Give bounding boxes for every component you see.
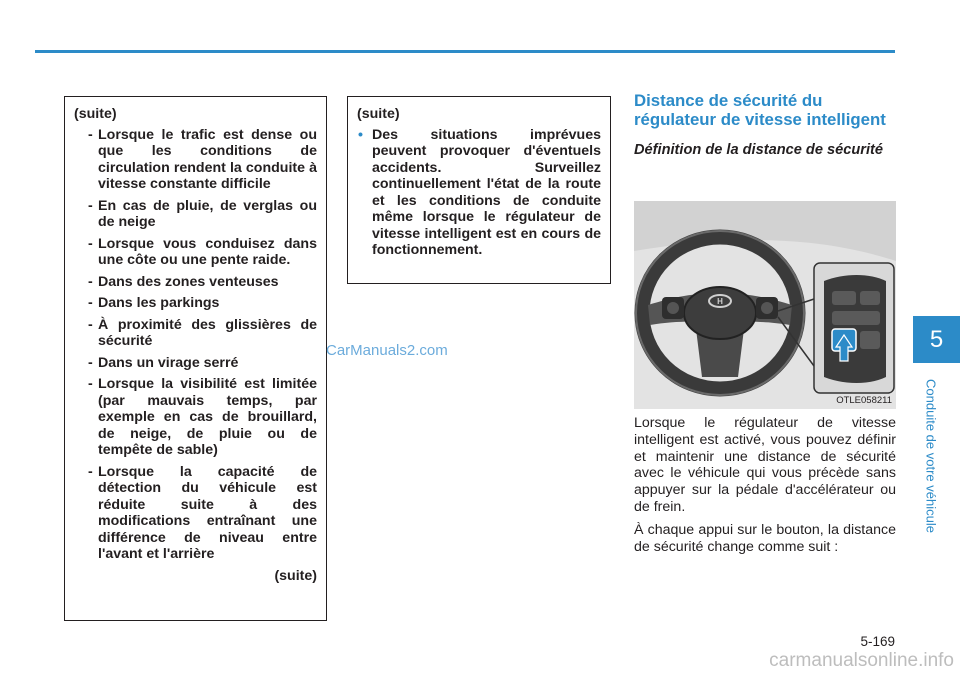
caution-list-item [74, 127, 317, 193]
dash-marker: - [88, 126, 93, 143]
watermark-overlay: CarManuals2.com [326, 342, 448, 359]
paragraph: Lorsque le régulateur de vitesse intelligent est activé, vous pouvez définir et maintenir une distance de sécurité avec le véhicule qui vous précède sans appuyer sur la pédale d'accélérateur ou de frein. [634, 415, 896, 515]
caution-list-item-text: Lorsque le trafic est dense ou que les conditions de circulation rendent la conduite à vitesse constante difficile [98, 126, 317, 192]
caution-box-continued [64, 96, 327, 621]
dash-marker: - [88, 235, 93, 252]
caution-list-item [74, 295, 317, 312]
page-number: 5-169 [860, 634, 895, 649]
steering-wheel-figure [634, 201, 896, 409]
chapter-side-label-text: Conduite de votre véhicule [923, 378, 939, 533]
paragraph: À chaque appui sur le bouton, la distance de sécurité change comme suit : [634, 521, 896, 555]
svg-text:H: H [717, 297, 723, 306]
caution-list-item-text: Lorsque la capacité de détection du véhicule est réduite suite à des modifications entraînant une différence de niveau entre l'avant et l'arrière [98, 463, 317, 562]
top-rule [35, 50, 895, 53]
caution-list-item-text: Dans les parkings [98, 295, 220, 311]
caution-list-item [74, 355, 317, 372]
box-header: (suite) [357, 106, 400, 122]
caution-list-item [74, 317, 317, 350]
warning-bullet-text: Des situations imprévues peuvent provoquer d'éventuels accidents. Surveillez continuellement l'état de la route et les conditions de conduite même lorsque le régulateur de vitesse intelligent est en cours de fonctionnement. [372, 126, 601, 258]
dash-marker: - [88, 273, 93, 290]
chapter-tab: 5 [913, 316, 960, 363]
caution-list-item [74, 464, 317, 563]
caution-list-item-text: Dans des zones venteuses [98, 273, 279, 290]
figure-caption: OTLE058211 [836, 395, 892, 406]
dash-marker: - [88, 354, 93, 371]
body-text [634, 415, 896, 561]
caution-list-item-text: Dans un virage serré [98, 354, 239, 371]
dash-marker: - [88, 295, 93, 311]
section-subtitle: Définition de la distance de sécurité [634, 142, 883, 158]
section-title: Distance de sécurité du régulateur de vitesse intelligent [634, 91, 886, 129]
watermark-footer: carmanualsonline.info [769, 650, 954, 671]
warning-box-continued [347, 96, 611, 284]
caution-list-item-text: Lorsque la visibilité est limitée (par mauvais temps, par exemple en cas de brouillard, de neige, de pluie ou de tempête de sable) [98, 376, 317, 458]
caution-list-item [74, 376, 317, 459]
chapter-side-label [921, 368, 941, 543]
section-heading [634, 92, 896, 159]
caution-list-item [74, 274, 317, 291]
steering-wheel-icon [634, 201, 896, 409]
caution-list-item-text: À proximité des glissières de sécurité [98, 316, 317, 349]
dash-marker: - [88, 376, 93, 392]
caution-list-item-text: Lorsque vous conduisez dans une côte ou une pente raide. [98, 235, 317, 268]
box-header: (suite) [74, 106, 117, 122]
dash-marker: - [88, 463, 93, 480]
warning-bullet [357, 127, 601, 259]
bullet-icon: • [358, 126, 363, 143]
dash-marker: - [88, 197, 93, 214]
dash-marker: - [88, 316, 93, 333]
caution-list-item [74, 236, 317, 269]
caution-list [74, 127, 317, 563]
caution-list-item-text: En cas de pluie, de verglas ou de neige [98, 197, 317, 230]
box-footer: (suite) [274, 567, 317, 584]
caution-list-item [74, 198, 317, 231]
